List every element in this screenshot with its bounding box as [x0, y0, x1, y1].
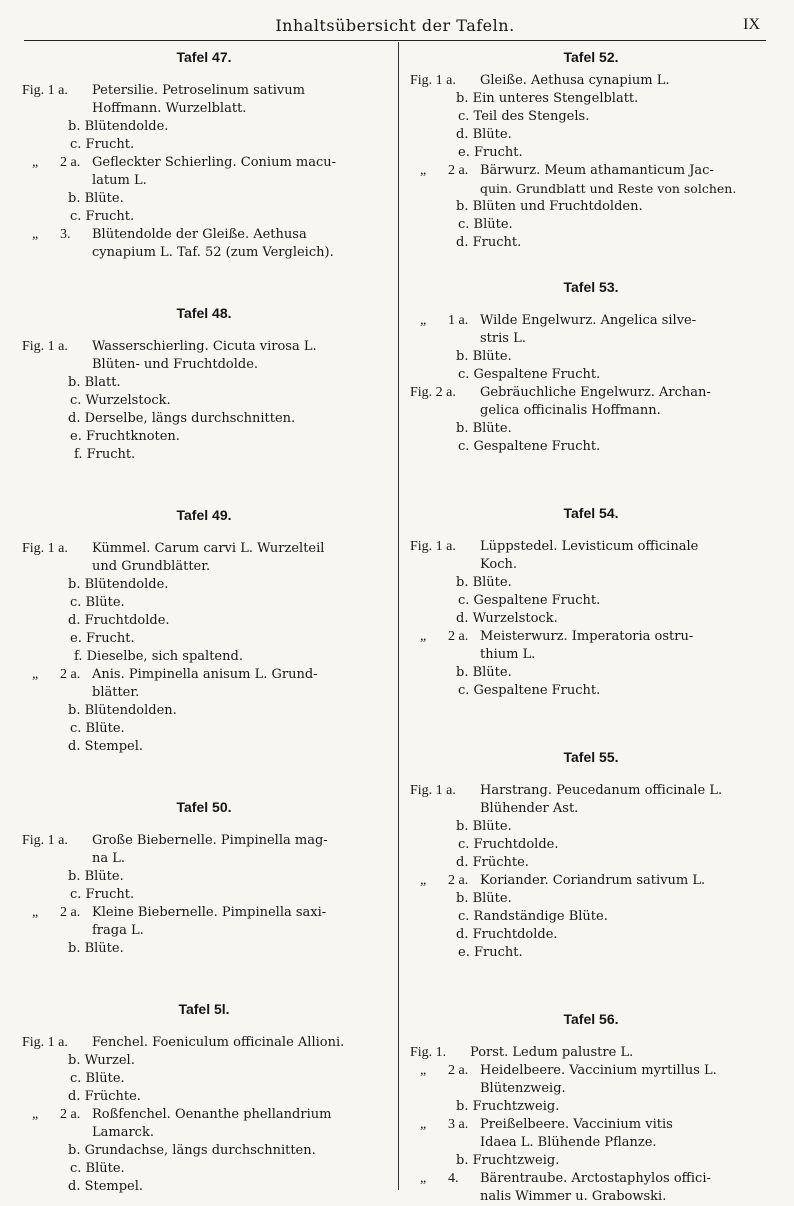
- section-title: Tafel 49.: [176, 507, 232, 523]
- figure-entry: [410, 162, 772, 180]
- figure-entry: [410, 384, 772, 402]
- section-title: Tafel 5l.: [178, 1001, 230, 1017]
- entry-continuation: [22, 684, 386, 702]
- page-number: IX: [743, 16, 760, 33]
- figure-entry: [22, 82, 386, 100]
- entry-text: b. Blüte.: [456, 891, 512, 906]
- section-title: Tafel 48.: [176, 305, 232, 321]
- entry-text: Petersilie. Petroselinum sativum: [92, 83, 305, 98]
- entry-text: Meisterwurz. Imperatoria ostru-: [480, 629, 694, 644]
- running-header: [24, 10, 766, 40]
- entry-text: c. Blüte.: [70, 595, 125, 610]
- figure-number: 2 a.: [60, 1107, 81, 1122]
- figure-entry: [22, 666, 386, 684]
- section-title: Tafel 52.: [563, 49, 619, 65]
- figure-entry: [22, 832, 386, 850]
- entry-text: cynapium L. Taf. 52 (zum Vergleich).: [92, 245, 334, 260]
- entry-text: b. Blüte.: [68, 191, 124, 206]
- figure-label: Fig. 1 a.: [410, 539, 456, 554]
- sub-entry: [22, 208, 386, 226]
- sub-entry: [410, 126, 772, 144]
- ditto-mark: „: [420, 313, 427, 328]
- sub-entry: [22, 594, 386, 612]
- sub-entry: [22, 1178, 386, 1196]
- entry-text: e. Frucht.: [458, 145, 523, 160]
- entry-text: na L.: [92, 851, 126, 866]
- sub-entry: [410, 438, 772, 456]
- sub-entry: [22, 374, 386, 392]
- sub-entry: [410, 234, 772, 252]
- sub-entry: [22, 1052, 386, 1070]
- sub-entry: [410, 890, 772, 908]
- entry-text: b. Fruchtzweig.: [456, 1153, 560, 1168]
- figure-number: 2 a.: [60, 667, 81, 682]
- entry-text: b. Fruchtzweig.: [456, 1099, 560, 1114]
- entry-text: d. Fruchtdolde.: [68, 613, 170, 628]
- ditto-mark: „: [420, 1063, 427, 1078]
- sub-entry: [410, 610, 772, 628]
- figure-label: Fig. 1 a.: [22, 339, 68, 354]
- entry-text: Wilde Engelwurz. Angelica silve-: [480, 313, 697, 328]
- entry-continuation: [22, 1124, 386, 1142]
- figure-number: 2 a.: [60, 905, 81, 920]
- figure-number: 3 a.: [448, 1117, 469, 1132]
- entry-text: c. Blüte.: [70, 721, 125, 736]
- sub-entry: [22, 446, 386, 464]
- entry-continuation: [410, 800, 772, 818]
- entry-text: d. Wurzelstock.: [456, 611, 558, 626]
- entry-text: b. Blüten und Fruchtdolden.: [456, 199, 643, 214]
- sub-entry: [410, 198, 772, 216]
- figure-number: 2 a.: [60, 155, 81, 170]
- entry-text: Idaea L. Blühende Pflanze.: [480, 1135, 657, 1150]
- entry-text: Gefleckter Schierling. Conium macu-: [92, 155, 337, 170]
- figure-number: 3.: [60, 227, 71, 242]
- entry-text: Blütenzweig.: [480, 1081, 566, 1096]
- header-rule: [24, 40, 766, 41]
- sub-entry: [22, 1160, 386, 1178]
- ditto-mark: „: [32, 905, 39, 920]
- figure-entry: [410, 628, 772, 646]
- sub-entry: [22, 702, 386, 720]
- entry-text: e. Frucht.: [458, 945, 523, 960]
- figure-label: Fig. 1 a.: [22, 1035, 68, 1050]
- entry-continuation: [22, 922, 386, 940]
- entry-text: c. Blüte.: [70, 1071, 125, 1086]
- figure-number: 2 a.: [448, 629, 469, 644]
- entry-text: d. Stempel.: [68, 739, 144, 754]
- entry-text: quin. Grundblatt und Reste von solchen.: [480, 181, 737, 196]
- sub-entry: [410, 90, 772, 108]
- entry-text: c. Frucht.: [70, 137, 135, 152]
- figure-label: Fig. 1 a.: [22, 541, 68, 556]
- entry-text: d. Früchte.: [68, 1089, 141, 1104]
- figure-entry: [410, 72, 772, 90]
- entry-text: c. Frucht.: [70, 209, 135, 224]
- figure-label: Fig. 1 a.: [410, 783, 456, 798]
- figure-label: Fig. 2 a.: [410, 385, 456, 400]
- entry-text: b. Blüte.: [68, 869, 124, 884]
- entry-continuation: [410, 180, 772, 198]
- entry-text: blätter.: [92, 685, 140, 700]
- sub-entry: [22, 940, 386, 958]
- ditto-mark: „: [420, 629, 427, 644]
- entry-text: b. Wurzel.: [68, 1053, 135, 1068]
- ditto-mark: „: [420, 163, 427, 178]
- section-title: Tafel 55.: [563, 749, 619, 765]
- entry-text: c. Blüte.: [70, 1161, 125, 1176]
- entry-continuation: [22, 244, 386, 262]
- entry-text: e. Fruchtknoten.: [70, 429, 180, 444]
- figure-entry: [410, 782, 772, 800]
- entry-text: Heidelbeere. Vaccinium myrtillus L.: [480, 1063, 717, 1078]
- entry-text: thium L.: [480, 647, 536, 662]
- entry-text: Anis. Pimpinella anisum L. Grund-: [92, 667, 318, 682]
- figure-entry: [22, 226, 386, 244]
- entry-continuation: [22, 356, 386, 374]
- ditto-mark: „: [32, 227, 39, 242]
- entry-text: Bärwurz. Meum athamanticum Jac-: [480, 163, 714, 178]
- entry-text: Blütendolde der Gleiße. Aethusa: [92, 227, 307, 242]
- sub-entry: [22, 612, 386, 630]
- entry-text: Große Biebernelle. Pimpinella mag-: [92, 833, 328, 848]
- entry-text: Kümmel. Carum carvi L. Wurzelteil: [92, 541, 325, 556]
- entry-text: b. Blütendolde.: [68, 119, 169, 134]
- section-title: Tafel 47.: [176, 49, 232, 65]
- sub-entry: [410, 1152, 772, 1170]
- sub-entry: [22, 576, 386, 594]
- sub-entry: [410, 854, 772, 872]
- entry-text: c. Gespaltene Frucht.: [458, 593, 601, 608]
- figure-entry: [22, 338, 386, 356]
- sub-entry: [22, 868, 386, 886]
- right-column: [410, 46, 772, 1206]
- sub-entry: [410, 664, 772, 682]
- entry-text: b. Grundachse, längs durchschnitten.: [68, 1143, 316, 1158]
- entry-continuation: [410, 1080, 772, 1098]
- sub-entry: [22, 118, 386, 136]
- figure-number: 4.: [448, 1171, 459, 1186]
- sub-entry: [22, 428, 386, 446]
- entry-text: b. Blüte.: [456, 819, 512, 834]
- entry-text: gelica officinalis Hoffmann.: [480, 403, 661, 418]
- sub-entry: [22, 738, 386, 756]
- sub-entry: [410, 1098, 772, 1116]
- entry-text: Preißelbeere. Vaccinium vitis: [480, 1117, 673, 1132]
- entry-continuation: [410, 1188, 772, 1206]
- sub-entry: [22, 720, 386, 738]
- sub-entry: [410, 216, 772, 234]
- sub-entry: [410, 348, 772, 366]
- entry-text: und Grundblätter.: [92, 559, 211, 574]
- ditto-mark: „: [32, 155, 39, 170]
- entry-text: Blüten- und Fruchtdolde.: [92, 357, 259, 372]
- figure-entry: [22, 1106, 386, 1124]
- figure-label: Fig. 1 a.: [410, 73, 456, 88]
- entry-text: Wasserschierling. Cicuta virosa L.: [92, 339, 317, 354]
- entry-text: b. Blüte.: [456, 665, 512, 680]
- sub-entry: [22, 1088, 386, 1106]
- entry-text: Lamarck.: [92, 1125, 154, 1140]
- entry-continuation: [22, 850, 386, 868]
- section-title: Tafel 53.: [563, 279, 619, 295]
- entry-text: Gleiße. Aethusa cynapium L.: [480, 73, 670, 88]
- column-divider: [398, 42, 399, 1190]
- figure-entry: [410, 1062, 772, 1080]
- entry-text: Roßfenchel. Oenanthe phellandrium: [92, 1107, 332, 1122]
- entry-text: Hoffmann. Wurzelblatt.: [92, 101, 247, 116]
- sub-entry: [410, 836, 772, 854]
- figure-entry: [22, 904, 386, 922]
- sub-entry: [410, 682, 772, 700]
- entry-text: Lüppstedel. Levisticum officinale: [480, 539, 699, 554]
- entry-continuation: [22, 172, 386, 190]
- entry-continuation: [22, 100, 386, 118]
- entry-text: c. Fruchtdolde.: [458, 837, 559, 852]
- entry-text: d. Blüte.: [456, 127, 512, 142]
- section-title: Tafel 54.: [563, 505, 619, 521]
- figure-label: Fig. 1.: [410, 1045, 447, 1060]
- figure-entry: [410, 872, 772, 890]
- entry-text: c. Randständige Blüte.: [458, 909, 608, 924]
- entry-text: c. Gespaltene Frucht.: [458, 367, 601, 382]
- figure-label: Fig. 1 a.: [22, 833, 68, 848]
- entry-text: b. Blütendolde.: [68, 577, 169, 592]
- entry-text: d. Früchte.: [456, 855, 529, 870]
- entry-text: b. Blüte.: [456, 421, 512, 436]
- sub-entry: [22, 648, 386, 666]
- sub-entry: [22, 1142, 386, 1160]
- entry-text: e. Frucht.: [70, 631, 135, 646]
- entry-continuation: [410, 646, 772, 664]
- ditto-mark: „: [420, 1171, 427, 1186]
- sub-entry: [22, 392, 386, 410]
- entry-text: b. Ein unteres Stengelblatt.: [456, 91, 639, 106]
- entry-text: Bärentraube. Arctostaphylos offici-: [480, 1171, 711, 1186]
- sub-entry: [22, 136, 386, 154]
- entry-text: b. Blüte.: [456, 575, 512, 590]
- figure-number: 1 a.: [448, 313, 469, 328]
- figure-number: 2 a.: [448, 163, 469, 178]
- entry-text: f. Frucht.: [74, 447, 136, 462]
- sub-entry: [22, 630, 386, 648]
- entry-text: c. Wurzelstock.: [70, 393, 171, 408]
- sub-entry: [410, 592, 772, 610]
- entry-text: b. Blatt.: [68, 375, 121, 390]
- sub-entry: [410, 420, 772, 438]
- entry-text: c. Gespaltene Frucht.: [458, 683, 601, 698]
- entry-text: Koriander. Coriandrum sativum L.: [480, 873, 706, 888]
- sub-entry: [410, 574, 772, 592]
- entry-text: d. Frucht.: [456, 235, 522, 250]
- entry-continuation: [410, 556, 772, 574]
- sub-entry: [410, 108, 772, 126]
- entry-text: f. Dieselbe, sich spaltend.: [74, 649, 243, 664]
- sub-entry: [22, 410, 386, 428]
- header-title: Inhaltsübersicht der Tafeln.: [275, 16, 515, 35]
- ditto-mark: „: [420, 873, 427, 888]
- entry-text: c. Blüte.: [458, 217, 513, 232]
- entry-text: fraga L.: [92, 923, 144, 938]
- figure-number: 2 a.: [448, 1063, 469, 1078]
- figure-entry: [410, 1116, 772, 1134]
- sub-entry: [410, 926, 772, 944]
- entry-continuation: [410, 402, 772, 420]
- entry-text: c. Frucht.: [70, 887, 135, 902]
- left-column: [22, 46, 386, 1196]
- entry-text: nalis Wimmer u. Grabowski.: [480, 1189, 667, 1204]
- figure-entry: [410, 1170, 772, 1188]
- figure-entry: [22, 1034, 386, 1052]
- ditto-mark: „: [32, 1107, 39, 1122]
- figure-label: Fig. 1 a.: [22, 83, 68, 98]
- entry-text: d. Fruchtdolde.: [456, 927, 558, 942]
- entry-text: b. Blüte.: [456, 349, 512, 364]
- sub-entry: [410, 818, 772, 836]
- figure-entry: [22, 154, 386, 172]
- figure-entry: [410, 1044, 772, 1062]
- entry-text: c. Teil des Stengels.: [458, 109, 590, 124]
- entry-continuation: [22, 558, 386, 576]
- entry-text: Porst. Ledum palustre L.: [470, 1045, 634, 1060]
- figure-entry: [410, 538, 772, 556]
- entry-text: d. Derselbe, längs durchschnitten.: [68, 411, 296, 426]
- entry-text: Harstrang. Peucedanum officinale L.: [480, 783, 723, 798]
- entry-text: b. Blüte.: [68, 941, 124, 956]
- entry-text: Gebräuchliche Engelwurz. Archan-: [480, 385, 711, 400]
- entry-text: stris L.: [480, 331, 526, 346]
- entry-text: Fenchel. Foeniculum officinale Allioni.: [92, 1035, 345, 1050]
- entry-continuation: [410, 1134, 772, 1152]
- entry-text: b. Blütendolden.: [68, 703, 177, 718]
- ditto-mark: „: [420, 1117, 427, 1132]
- entry-text: d. Stempel.: [68, 1179, 144, 1194]
- sub-entry: [410, 908, 772, 926]
- entry-text: c. Gespaltene Frucht.: [458, 439, 601, 454]
- figure-entry: [22, 540, 386, 558]
- entry-text: Blühender Ast.: [480, 801, 579, 816]
- sub-entry: [22, 1070, 386, 1088]
- section-title: Tafel 50.: [176, 799, 232, 815]
- sub-entry: [22, 886, 386, 904]
- sub-entry: [22, 190, 386, 208]
- sub-entry: [410, 144, 772, 162]
- section-title: Tafel 56.: [563, 1011, 619, 1027]
- ditto-mark: „: [32, 667, 39, 682]
- figure-entry: [410, 312, 772, 330]
- entry-text: Koch.: [480, 557, 517, 572]
- entry-text: latum L.: [92, 173, 147, 188]
- sub-entry: [410, 944, 772, 962]
- figure-number: 2 a.: [448, 873, 469, 888]
- entry-text: Kleine Biebernelle. Pimpinella saxi-: [92, 905, 327, 920]
- sub-entry: [410, 366, 772, 384]
- entry-continuation: [410, 330, 772, 348]
